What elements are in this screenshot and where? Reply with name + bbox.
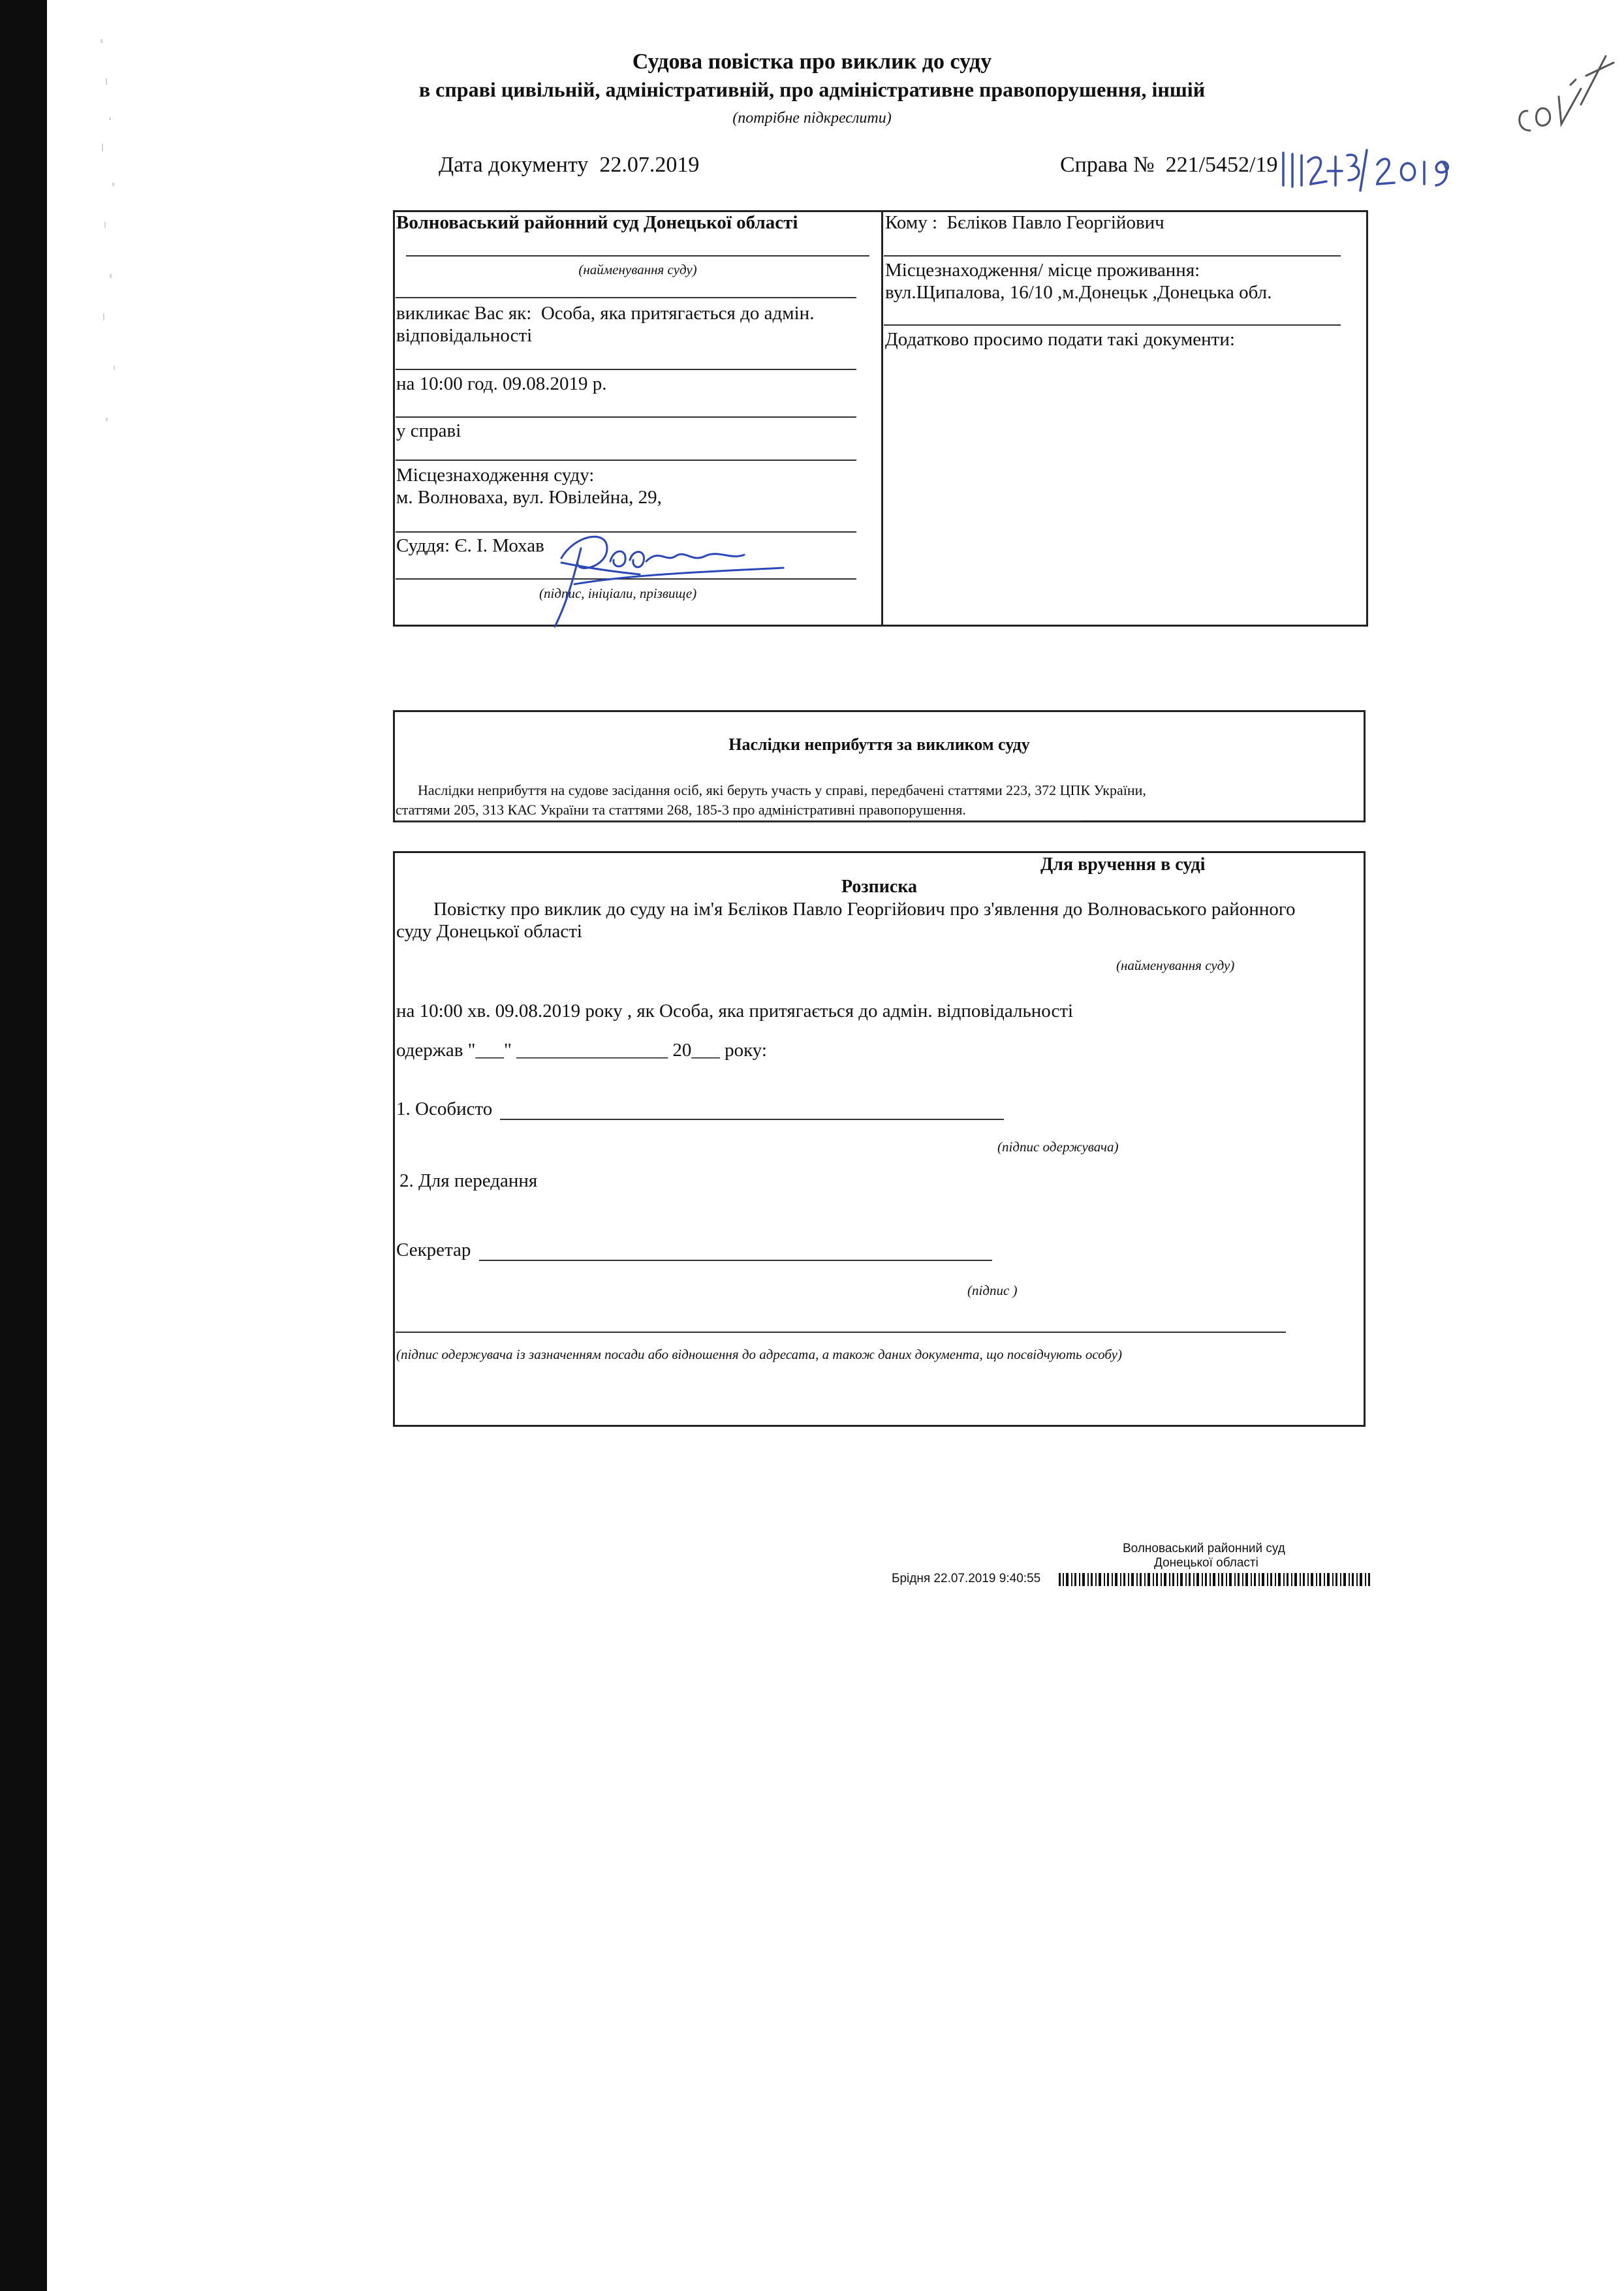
court-location-label: Місцезнаходження суду: [396,465,595,486]
summons-as-label: викликає Вас як: [396,303,532,324]
recipient-line-rule [884,255,1341,257]
case-number-label: Справа № [1060,153,1155,177]
footer-court-line1: Волноваський районний суд [1123,1542,1285,1555]
hearing-time: на 10:00 год. 09.08.2019 р. [396,373,607,394]
consequences-line2: статтями 205, 313 КАС України та статтями 268, 185-3 про адміністративні правопорушення. [396,802,966,818]
case-number [1060,154,1278,176]
underline-note: (потрібне підкреслити) [732,110,892,127]
secretary-signature-line [479,1260,992,1261]
consequences-underline [396,820,1081,822]
received-date-line: одержав "___" ________________ 20___ року: [396,1040,767,1061]
summons-box-divider [881,210,883,627]
footer-stamp-text: Брідня 22.07.2019 9:40:55 [892,1572,1041,1585]
receipt-line1: Повістку про виклик до суду на ім'я Бєліков Павло Георгійович про з'явлення до Волноваського районного [433,899,1296,920]
extra-documents-label: Додатково просимо подати такі документи: [885,329,1235,350]
document-date-label: Дата документу [439,153,589,177]
secretary-label: Секретар [396,1239,471,1260]
receiver-details-caption: (підпис одержувача із зазначенням посади або відношення до адресата, а також даних документа, що посвідчують особу) [396,1347,1122,1362]
scan-edge-strip [0,0,47,2291]
receipt-title: Розписка [841,877,918,897]
secretary-signature-caption: (підпис ) [967,1283,1018,1298]
court-name-caption: (найменування суду) [578,262,697,277]
document-date-value: 22.07.2019 [599,153,700,177]
court-location-value: м. Волноваха, вул. Ювілейна, 29, [396,487,662,508]
recipient-label: Кому : [885,212,938,233]
for-transfer-label: 2. Для передання [399,1170,538,1191]
recipient-line [885,211,1164,234]
margin-handwriting [1508,33,1619,150]
judge-signature [535,522,796,633]
document-subtitle: в справі цивільній, адміністративній, про адміністративне правопорушення, іншій [418,78,1206,101]
personally-label: 1. Особисто [396,1099,493,1119]
address-line-rule [884,324,1341,326]
for-court-delivery: Для вручення в суді [1040,854,1206,875]
summons-role-line1: Особа, яка притягається до адмін. [540,303,815,324]
signature-caption: (підпис, ініціали, прізвище) [539,585,697,601]
judge-name: Суддя: Є. І. Мохав [396,535,544,556]
hearing-time-line [396,416,856,418]
personally-signature-line [500,1119,1004,1120]
receipt-line2: суду Донецької області [396,921,582,942]
address-value: вул.Щипалова, 16/10 ,м.Донецьк ,Донецька обл. [885,282,1272,303]
receipt-court-caption: (найменування суду) [1116,958,1235,973]
case-ref-line [396,460,856,461]
court-name: Волноваський районний суд Донецької області [396,212,798,233]
document-title: Судова повістка про виклик до суду [632,50,992,74]
handwritten-case-suffix [1279,148,1462,200]
barcode [1059,1572,1371,1587]
receipt-time-line: на 10:00 хв. 09.08.2019 року , як Особа, яка притягається до адмін. відповідальності [396,1001,1074,1021]
document-date [439,154,699,176]
consequences-title: Наслідки неприбуття за викликом суду [728,735,1030,754]
footer-court-line2: Донецької області [1154,1556,1258,1570]
consequences-line1: Наслідки неприбуття на судове засідання осіб, які беруть участь у справі, передбачені статтями 223, 372 ЦПК України, [418,782,1146,798]
receiver-signature-caption: (підпис одержувача) [997,1139,1119,1155]
case-number-value: 221/5452/19 [1165,153,1278,177]
receiver-details-line [396,1332,1286,1333]
court-name-line [406,255,869,257]
summons-role-line [396,369,856,370]
case-ref: у справі [396,420,461,441]
court-caption-line [396,297,856,298]
address-label: Місцезнаходження/ місце проживання: [885,260,1200,281]
summons-role-line2: відповідальності [396,325,533,346]
summons-as-line [396,302,814,324]
recipient-name: Бєліков Павло Георгійович [946,212,1164,233]
